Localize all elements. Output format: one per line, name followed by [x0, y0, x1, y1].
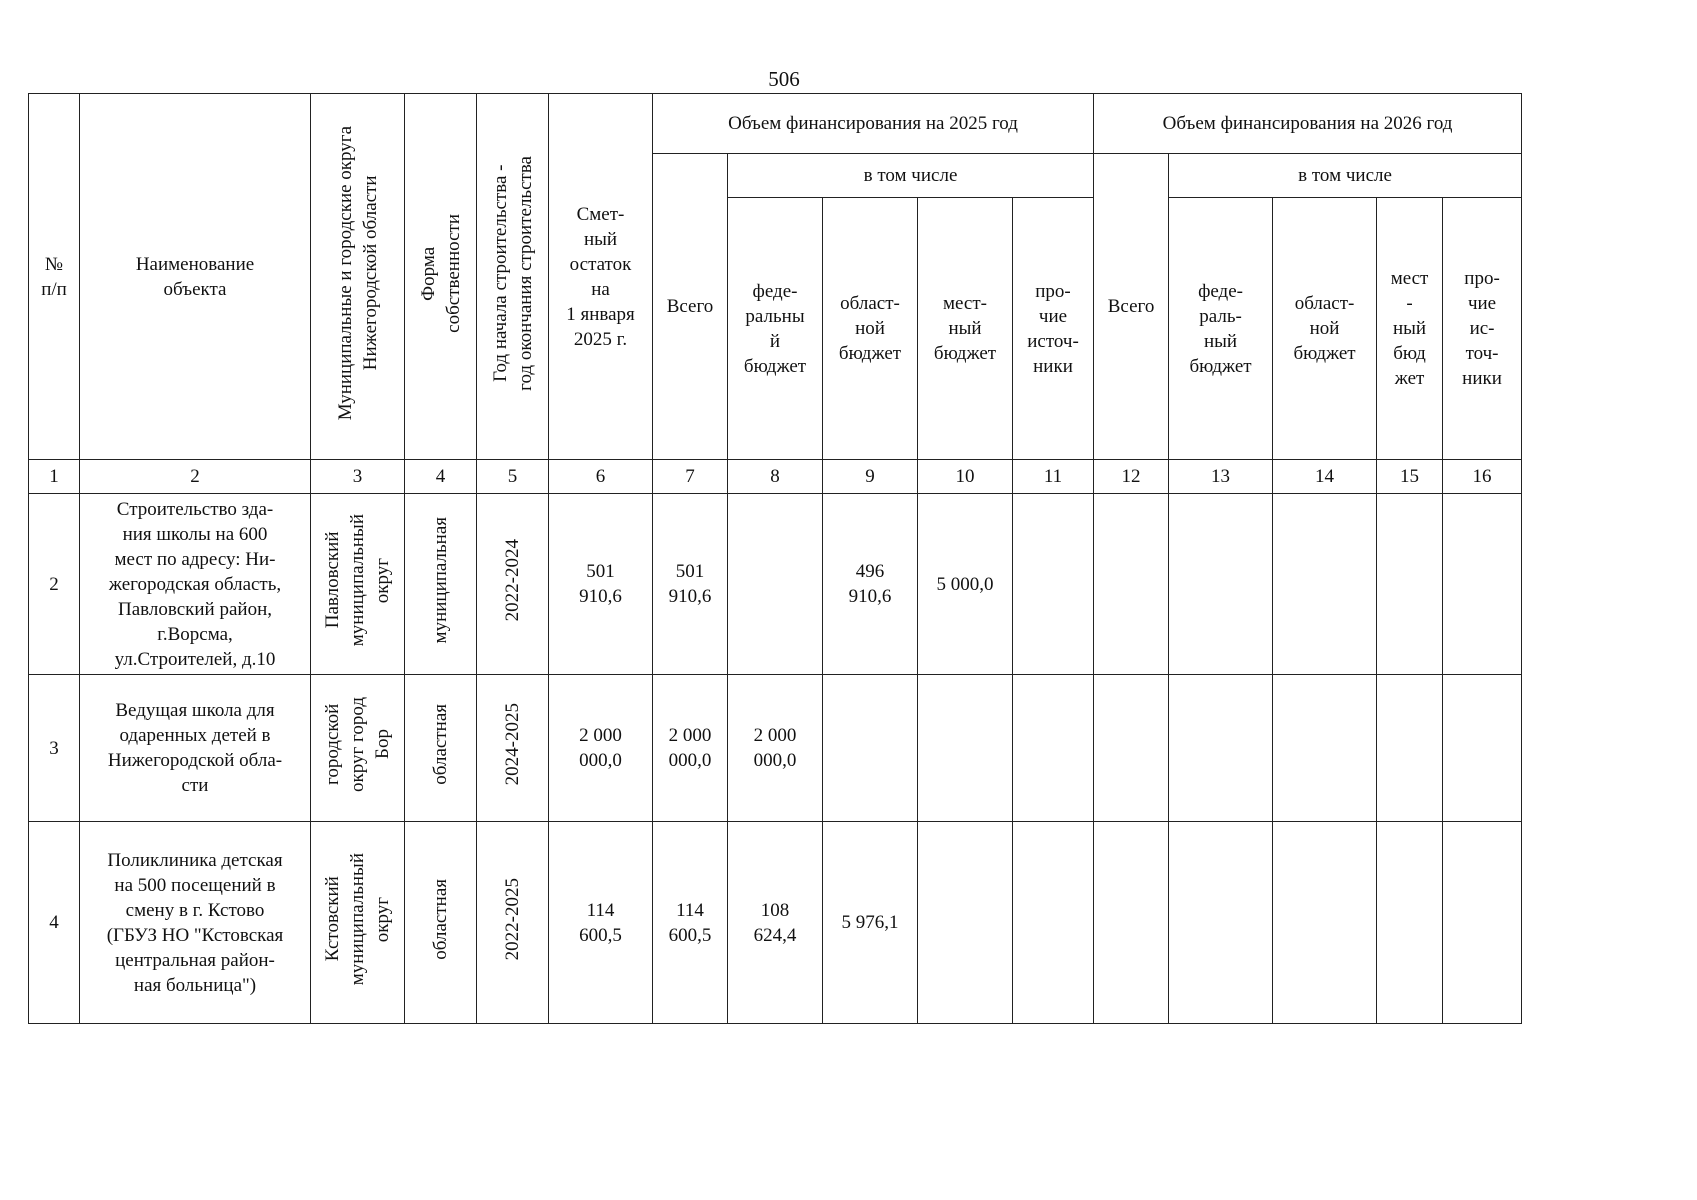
page-number: 506: [768, 67, 800, 91]
row-other-2025: [1013, 822, 1094, 1024]
header-including-2026: в том числе: [1169, 154, 1522, 198]
row-other-2025: [1013, 494, 1094, 675]
row-local-2025: 5 000,0: [918, 494, 1013, 675]
row-total-2025: 2 000 000,0: [653, 675, 728, 822]
row-municipality-text: Павловский муниципальный округ: [322, 514, 393, 647]
table-row: [29, 675, 1522, 822]
header-municipality: [311, 94, 405, 460]
row-ownership-text: муниципальная: [430, 517, 451, 644]
row-federal-2026: [1169, 675, 1273, 822]
row-federal-2025: 108 624,4: [728, 822, 823, 1024]
column-number: 6: [549, 460, 653, 494]
row-total-2026: [1094, 822, 1169, 1024]
row-num: 2: [29, 494, 80, 675]
row-remainder: 501 910,6: [549, 494, 653, 675]
row-years: [477, 494, 549, 675]
row-remainder: 2 000 000,0: [549, 675, 653, 822]
row-years-text: 2022-2025: [502, 877, 523, 961]
financing-table: [28, 93, 1522, 1024]
header-municipality-text: Муниципальные и городские округа Нижегородской области: [334, 125, 381, 421]
header-num: № п/п: [29, 94, 80, 460]
column-number: 14: [1273, 460, 1377, 494]
header-including-2025: в том числе: [728, 154, 1094, 198]
column-number: 4: [405, 460, 477, 494]
column-number: 15: [1377, 460, 1443, 494]
row-regional-2025: 496 910,6: [823, 494, 918, 675]
row-other-2026: [1443, 675, 1522, 822]
row-federal-2026: [1169, 822, 1273, 1024]
row-total-2026: [1094, 675, 1169, 822]
header-other-2026: про- чие ис- точ- ники: [1443, 198, 1522, 460]
row-municipality-text: Кстовский муниципальный округ: [322, 852, 393, 986]
header-other-2025: про- чие источ- ники: [1013, 198, 1094, 460]
column-number: 11: [1013, 460, 1094, 494]
row-ownership-text: областная: [430, 704, 451, 785]
header-group-2025: Объем финансирования на 2025 год: [653, 94, 1094, 154]
row-regional-2026: [1273, 494, 1377, 675]
header-total-2025: Всего: [653, 154, 728, 460]
row-years: [477, 675, 549, 822]
row-num: 3: [29, 675, 80, 822]
column-number: 5: [477, 460, 549, 494]
header-ownership-text: Форма собственности: [417, 213, 464, 333]
row-object-name: Ведущая школа для одаренных детей в Нижегородской обла- сти: [80, 675, 311, 822]
table-row: [29, 822, 1522, 1024]
row-remainder: 114 600,5: [549, 822, 653, 1024]
column-number: 13: [1169, 460, 1273, 494]
row-federal-2025: [728, 494, 823, 675]
column-number: 8: [728, 460, 823, 494]
column-number: 3: [311, 460, 405, 494]
row-other-2025: [1013, 675, 1094, 822]
header-total-2026: Всего: [1094, 154, 1169, 460]
header-federal-2026: феде- раль- ный бюджет: [1169, 198, 1273, 460]
row-local-2026: [1377, 822, 1443, 1024]
row-municipality: [311, 494, 405, 675]
row-municipality: [311, 675, 405, 822]
row-federal-2026: [1169, 494, 1273, 675]
row-ownership: [405, 675, 477, 822]
row-regional-2026: [1273, 675, 1377, 822]
row-other-2026: [1443, 822, 1522, 1024]
column-number: 1: [29, 460, 80, 494]
column-number: 16: [1443, 460, 1522, 494]
row-num: 4: [29, 822, 80, 1024]
row-local-2025: [918, 822, 1013, 1024]
column-number: 7: [653, 460, 728, 494]
table-row: [29, 494, 1522, 675]
header-regional-2025: област- ной бюджет: [823, 198, 918, 460]
header-group-2026: Объем финансирования на 2026 год: [1094, 94, 1522, 154]
row-years-text: 2022-2024: [502, 539, 523, 622]
header-years: [477, 94, 549, 460]
column-number: 10: [918, 460, 1013, 494]
header-local-2026: мест - ный бюд жет: [1377, 198, 1443, 460]
row-ownership: [405, 822, 477, 1024]
column-number: 9: [823, 460, 918, 494]
row-total-2025: 114 600,5: [653, 822, 728, 1024]
row-object-name: Строительство зда- ния школы на 600 мест по адресу: Ни- жегородская область, Павловский район, г.Ворсма, ул.Строителей, д.10: [80, 494, 311, 675]
header-object-name: Наименование объекта: [80, 94, 311, 460]
row-total-2026: [1094, 494, 1169, 675]
row-local-2026: [1377, 675, 1443, 822]
row-regional-2025: [823, 675, 918, 822]
row-regional-2025: 5 976,1: [823, 822, 918, 1024]
header-estimated-remainder: Смет- ный остаток на 1 января 2025 г.: [549, 94, 653, 460]
header-ownership: [405, 94, 477, 460]
column-number: 2: [80, 460, 311, 494]
header-years-text: Год начала строительства - год окончания строительства: [489, 155, 536, 391]
row-years-text: 2024-2025: [502, 703, 523, 786]
column-number-row: [29, 460, 1522, 494]
row-object-name: Поликлиника детская на 500 посещений в смену в г. Кстово (ГБУЗ НО "Кстовская центральная район- ная больница"): [80, 822, 311, 1024]
header-federal-2025: феде- ральны й бюджет: [728, 198, 823, 460]
row-other-2026: [1443, 494, 1522, 675]
row-municipality: [311, 822, 405, 1024]
header-regional-2026: област- ной бюджет: [1273, 198, 1377, 460]
row-ownership-text: областная: [430, 878, 451, 960]
row-municipality-text: городской округ город Бор: [322, 697, 393, 792]
row-total-2025: 501 910,6: [653, 494, 728, 675]
row-local-2025: [918, 675, 1013, 822]
row-years: [477, 822, 549, 1024]
column-number: 12: [1094, 460, 1169, 494]
row-regional-2026: [1273, 822, 1377, 1024]
row-federal-2025: 2 000 000,0: [728, 675, 823, 822]
header-local-2025: мест- ный бюджет: [918, 198, 1013, 460]
row-ownership: [405, 494, 477, 675]
row-local-2026: [1377, 494, 1443, 675]
